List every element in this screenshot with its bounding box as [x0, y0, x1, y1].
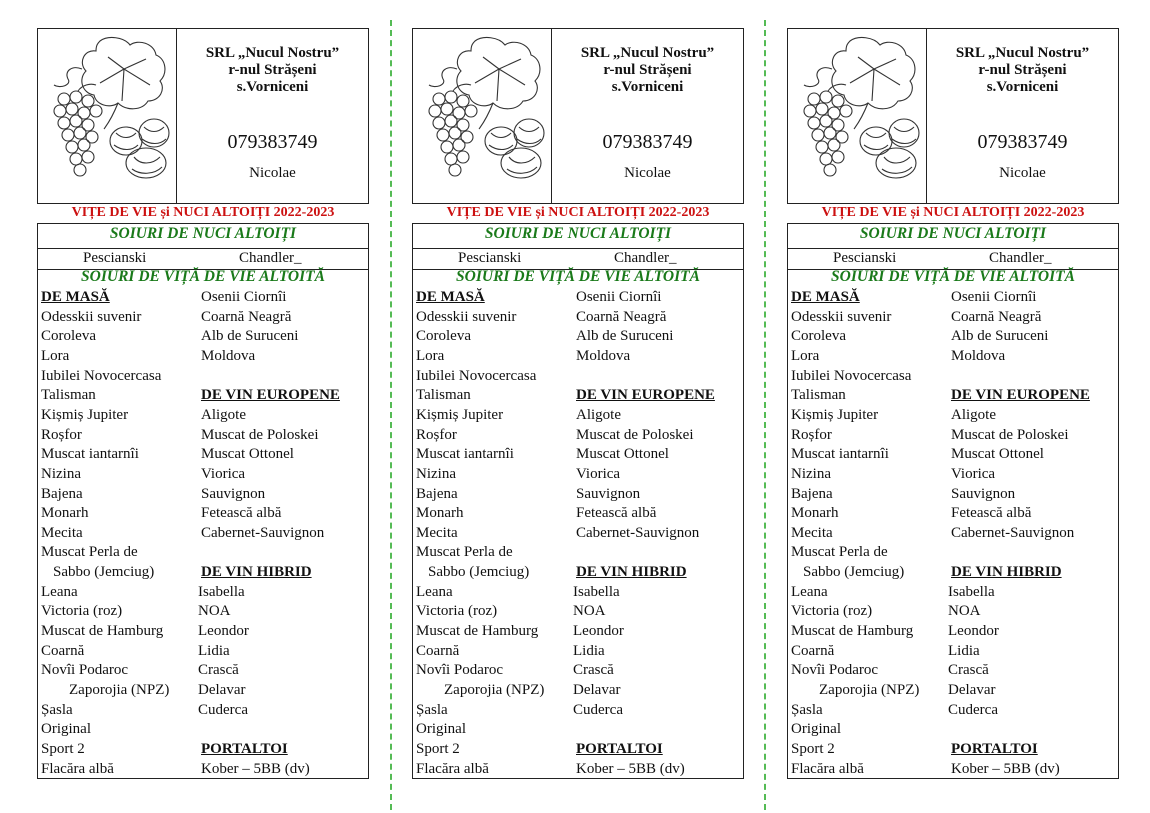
company-block — [927, 45, 1118, 96]
grape-variety: Alb de Suruceni — [576, 328, 674, 345]
grape-variety: Fetească albă — [576, 505, 657, 522]
grape-variety: Cuderca — [198, 701, 248, 718]
grape-variety: Monarh — [791, 505, 839, 522]
grape-variety: Alb de Suruceni — [951, 328, 1049, 345]
grape-variety: Muscat Perla de — [41, 544, 138, 561]
grape-variety: Mecita — [41, 524, 83, 541]
grape-variety: Isabella — [948, 583, 995, 600]
grape-variety: Leana — [791, 583, 828, 600]
grape-variety: Muscat de Hamburg — [41, 623, 164, 640]
company-name: SRL „Nucul Nostru” — [205, 45, 340, 61]
grape-variety: Osenii Ciornîi — [576, 289, 662, 305]
company-block — [177, 45, 368, 96]
nut-varieties-row — [413, 248, 743, 270]
grape-variety: Crască — [198, 662, 239, 679]
grape-variety: Aligote — [576, 406, 621, 423]
grape-variety: Flacăra albă — [791, 760, 864, 777]
grape-variety: Sauvignon — [576, 485, 641, 502]
grape-variety: Zaporojia (NPZ) — [444, 682, 545, 698]
company-village: s.Vorniceni — [611, 79, 684, 95]
grape-variety: Sauvignon — [951, 485, 1016, 502]
phone-number: 079383749 — [227, 131, 318, 153]
nut-varieties-row — [38, 248, 368, 270]
grape-variety: Muscat de Poloskei — [951, 426, 1069, 443]
grape-variety: Mecita — [791, 524, 833, 541]
grape-variety: Sabbo (Jemciug) — [803, 564, 905, 581]
table-grapes-heading: DE MASĂ — [416, 289, 485, 305]
flyer-header — [787, 28, 1119, 204]
grape-variety: Talisman — [791, 387, 846, 404]
grape-variety: Crască — [948, 662, 989, 679]
nut-variety: Pescianski — [83, 250, 147, 266]
varieties-box — [37, 223, 369, 779]
hybrid-wine-heading: DE VIN HIBRID — [951, 564, 1062, 581]
grape-variety: Leondor — [573, 623, 624, 640]
grape-variety: Victoria (roz) — [791, 603, 873, 620]
grape-variety: Novîi Podaroc — [791, 662, 879, 679]
nut-varieties-row — [788, 248, 1118, 270]
grape-variety: Muscat Perla de — [791, 544, 888, 561]
hybrid-wine-heading: DE VIN HIBRID — [576, 564, 687, 581]
flyer-card — [412, 28, 744, 778]
grape-variety: Coroleva — [791, 328, 846, 345]
grape-variety: Fetească albă — [201, 505, 282, 522]
grape-variety: Leana — [416, 583, 453, 600]
grape-variety: Osenii Ciornîi — [951, 289, 1037, 305]
grape-walnut-illustration — [38, 29, 177, 203]
grape-variety: Odesskii suvenir — [41, 308, 142, 325]
offer-banner: VIȚE DE VIE și NUCI ALTOIȚI 2022-2023 — [446, 205, 710, 220]
grape-variety: Kișmiș Jupiter — [416, 406, 504, 423]
grape-variety: Muscat de Poloskei — [201, 426, 319, 443]
company-info — [552, 29, 743, 203]
grape-variety: Muscat iantarnîi — [41, 446, 139, 463]
grape-variety: Lidia — [948, 642, 980, 659]
grape-variety: Coroleva — [416, 328, 471, 345]
grape-variety: Coroleva — [41, 328, 96, 345]
company-block — [552, 45, 743, 96]
grape-variety: Sport 2 — [416, 740, 460, 757]
grape-variety: Muscat de Poloskei — [576, 426, 694, 443]
grape-variety: Lidia — [198, 642, 230, 659]
contact-name: Nicolae — [999, 165, 1046, 181]
nut-variety: Chandler_ — [989, 250, 1052, 266]
grape-variety: Bajena — [416, 485, 458, 502]
walnut-illustration — [110, 119, 169, 178]
grape-variety: Coarnă — [416, 642, 460, 659]
grape-variety: Coarnă Neagră — [201, 308, 292, 325]
grape-variety: Aligote — [951, 406, 996, 423]
grape-variety: Coarnă Neagră — [576, 308, 667, 325]
grape-variety: Bajena — [41, 485, 83, 502]
grape-variety: Alb de Suruceni — [201, 328, 299, 345]
grape-variety: Viorica — [201, 465, 246, 482]
rootstock-heading: PORTALTOI — [576, 740, 663, 757]
contact-name: Nicolae — [249, 165, 296, 181]
grape-variety: Zaporojia (NPZ) — [69, 682, 170, 698]
hybrid-wine-heading: DE VIN HIBRID — [201, 564, 312, 581]
company-district: r-nul Strășeni — [603, 62, 692, 78]
phone-number: 079383749 — [602, 131, 693, 153]
nut-variety: Pescianski — [833, 250, 897, 266]
grape-variety: Novîi Podaroc — [41, 662, 129, 679]
grape-variety: Moldova — [576, 347, 631, 364]
flyer-card — [787, 28, 1119, 778]
grape-variety: Moldova — [201, 347, 256, 364]
european-wine-heading: DE VIN EUROPENE — [951, 387, 1090, 404]
company-info — [177, 29, 368, 203]
grape-variety: Flacăra albă — [41, 760, 114, 777]
grape-variety: Victoria (roz) — [41, 603, 123, 620]
grape-variety: Cabernet-Sauvignon — [576, 524, 700, 541]
nut-varieties-heading: SOIURI DE NUCI ALTOIȚI — [859, 225, 1047, 242]
vine-varieties-heading: SOIURI DE VIȚĂ DE VIE ALTOITĂ — [81, 268, 325, 285]
grape-variety: Șasla — [41, 701, 73, 718]
rootstock-variety: Kober – 5BB (dv) — [576, 760, 685, 777]
grape-variety: Monarh — [416, 505, 464, 522]
grape-variety: Moldova — [951, 347, 1006, 364]
grape-variety: Șasla — [416, 701, 448, 718]
grape-variety: Lora — [791, 347, 820, 364]
vine-varieties-heading: SOIURI DE VIȚĂ DE VIE ALTOITĂ — [831, 268, 1075, 285]
grape-variety: Viorica — [951, 465, 996, 482]
grape-variety: Odesskii suvenir — [791, 308, 892, 325]
varieties-box — [412, 223, 744, 779]
grape-variety: Flacăra albă — [416, 760, 489, 777]
flyer-header — [412, 28, 744, 204]
grape-variety: Original — [41, 721, 91, 738]
grape-variety: Viorica — [576, 465, 621, 482]
grape-variety: Delavar — [198, 682, 246, 698]
company-district: r-nul Strășeni — [978, 62, 1067, 78]
grape-variety: Coarnă Neagră — [951, 308, 1042, 325]
grape-variety: Muscat Perla de — [416, 544, 513, 561]
grape-variety: Lora — [41, 347, 70, 364]
grape-variety: NOA — [573, 603, 606, 620]
grape-variety: Coarnă — [791, 642, 835, 659]
vine-varieties-heading: SOIURI DE VIȚĂ DE VIE ALTOITĂ — [456, 268, 700, 285]
grape-variety: Leana — [41, 583, 78, 600]
company-name: SRL „Nucul Nostru” — [955, 45, 1090, 61]
grape-variety: Osenii Ciornîi — [201, 289, 287, 305]
grape-variety: Șasla — [791, 701, 823, 718]
grape-variety: Nizina — [791, 465, 831, 482]
walnut-illustration — [485, 119, 544, 178]
grape-variety: Iubilei Novocercasa — [791, 367, 912, 384]
grape-variety: Isabella — [573, 583, 620, 600]
grape-variety: Roșfor — [791, 426, 832, 443]
company-name: SRL „Nucul Nostru” — [580, 45, 715, 61]
flyer-card — [37, 28, 369, 778]
grape-variety: Monarh — [41, 505, 89, 522]
grape-variety: Novîi Podaroc — [416, 662, 504, 679]
rootstock-heading: PORTALTOI — [201, 740, 288, 757]
grape-variety: Muscat de Hamburg — [791, 623, 914, 640]
company-village: s.Vorniceni — [236, 79, 309, 95]
walnut-illustration — [860, 119, 919, 178]
nut-variety: Chandler_ — [614, 250, 677, 266]
grape-variety: Talisman — [416, 387, 471, 404]
grape-variety: Victoria (roz) — [416, 603, 498, 620]
grape-variety: Muscat de Hamburg — [416, 623, 539, 640]
grape-variety: Roșfor — [416, 426, 457, 443]
grape-variety: Leondor — [198, 623, 249, 640]
grape-variety: Muscat Ottonel — [201, 446, 294, 463]
grape-variety: Isabella — [198, 583, 245, 600]
nut-varieties-heading: SOIURI DE NUCI ALTOIȚI — [484, 225, 672, 242]
grape-variety: Odesskii suvenir — [416, 308, 517, 325]
grape-variety: Muscat Ottonel — [951, 446, 1044, 463]
offer-banner: VIȚE DE VIE și NUCI ALTOIȚI 2022-2023 — [71, 205, 335, 220]
grape-variety: Original — [416, 721, 466, 738]
grape-variety: Crască — [573, 662, 614, 679]
company-info — [927, 29, 1118, 203]
contact-name: Nicolae — [624, 165, 671, 181]
grape-variety: NOA — [948, 603, 981, 620]
rootstock-variety: Kober – 5BB (dv) — [951, 760, 1060, 777]
grape-variety: Sauvignon — [201, 485, 266, 502]
grape-walnut-illustration — [788, 29, 927, 203]
grape-walnut-illustration — [413, 29, 552, 203]
grape-variety: Muscat iantarnîi — [791, 446, 889, 463]
grape-variety: Cuderca — [573, 701, 623, 718]
company-district: r-nul Strășeni — [228, 62, 317, 78]
cut-line-separator — [764, 20, 766, 810]
grape-variety: Sport 2 — [41, 740, 85, 757]
grape-variety: Kișmiș Jupiter — [41, 406, 129, 423]
company-village: s.Vorniceni — [986, 79, 1059, 95]
grape-variety: Nizina — [41, 465, 81, 482]
grape-variety: Muscat iantarnîi — [416, 446, 514, 463]
european-wine-heading: DE VIN EUROPENE — [576, 387, 715, 404]
grape-variety: Muscat Ottonel — [576, 446, 669, 463]
grape-variety: Lora — [416, 347, 445, 364]
phone-number: 079383749 — [977, 131, 1068, 153]
nut-variety: Chandler_ — [239, 250, 302, 266]
grape-variety: Iubilei Novocercasa — [41, 367, 162, 384]
grape-variety: Iubilei Novocercasa — [416, 367, 537, 384]
grape-variety: Roșfor — [41, 426, 82, 443]
grape-variety: Delavar — [573, 682, 621, 698]
grape-variety: Coarnă — [41, 642, 85, 659]
grape-variety: Zaporojia (NPZ) — [819, 682, 920, 698]
grape-variety: Original — [791, 721, 841, 738]
grape-variety: Delavar — [948, 682, 996, 698]
grape-variety: Cabernet-Sauvignon — [951, 524, 1075, 541]
european-wine-heading: DE VIN EUROPENE — [201, 387, 340, 404]
grape-variety: Fetească albă — [951, 505, 1032, 522]
grape-variety: Mecita — [416, 524, 458, 541]
rootstock-variety: Kober – 5BB (dv) — [201, 760, 310, 777]
grape-variety: Sabbo (Jemciug) — [428, 564, 530, 581]
grape-variety: Leondor — [948, 623, 999, 640]
rootstock-heading: PORTALTOI — [951, 740, 1038, 757]
grape-variety: Cuderca — [948, 701, 998, 718]
grape-variety: Kișmiș Jupiter — [791, 406, 879, 423]
table-grapes-heading: DE MASĂ — [791, 289, 860, 305]
table-grapes-heading: DE MASĂ — [41, 289, 110, 305]
varieties-box — [787, 223, 1119, 779]
grape-variety: Bajena — [791, 485, 833, 502]
grape-variety: Nizina — [416, 465, 456, 482]
cut-line-separator — [390, 20, 392, 810]
flyer-header — [37, 28, 369, 204]
grape-variety: Talisman — [41, 387, 96, 404]
grape-variety: Lidia — [573, 642, 605, 659]
nut-variety: Pescianski — [458, 250, 522, 266]
grape-variety: Sport 2 — [791, 740, 835, 757]
grape-variety: Aligote — [201, 406, 246, 423]
grape-variety: NOA — [198, 603, 231, 620]
nut-varieties-heading: SOIURI DE NUCI ALTOIȚI — [109, 225, 297, 242]
grape-variety: Sabbo (Jemciug) — [53, 564, 155, 581]
grape-variety: Cabernet-Sauvignon — [201, 524, 325, 541]
offer-banner: VIȚE DE VIE și NUCI ALTOIȚI 2022-2023 — [821, 205, 1085, 220]
